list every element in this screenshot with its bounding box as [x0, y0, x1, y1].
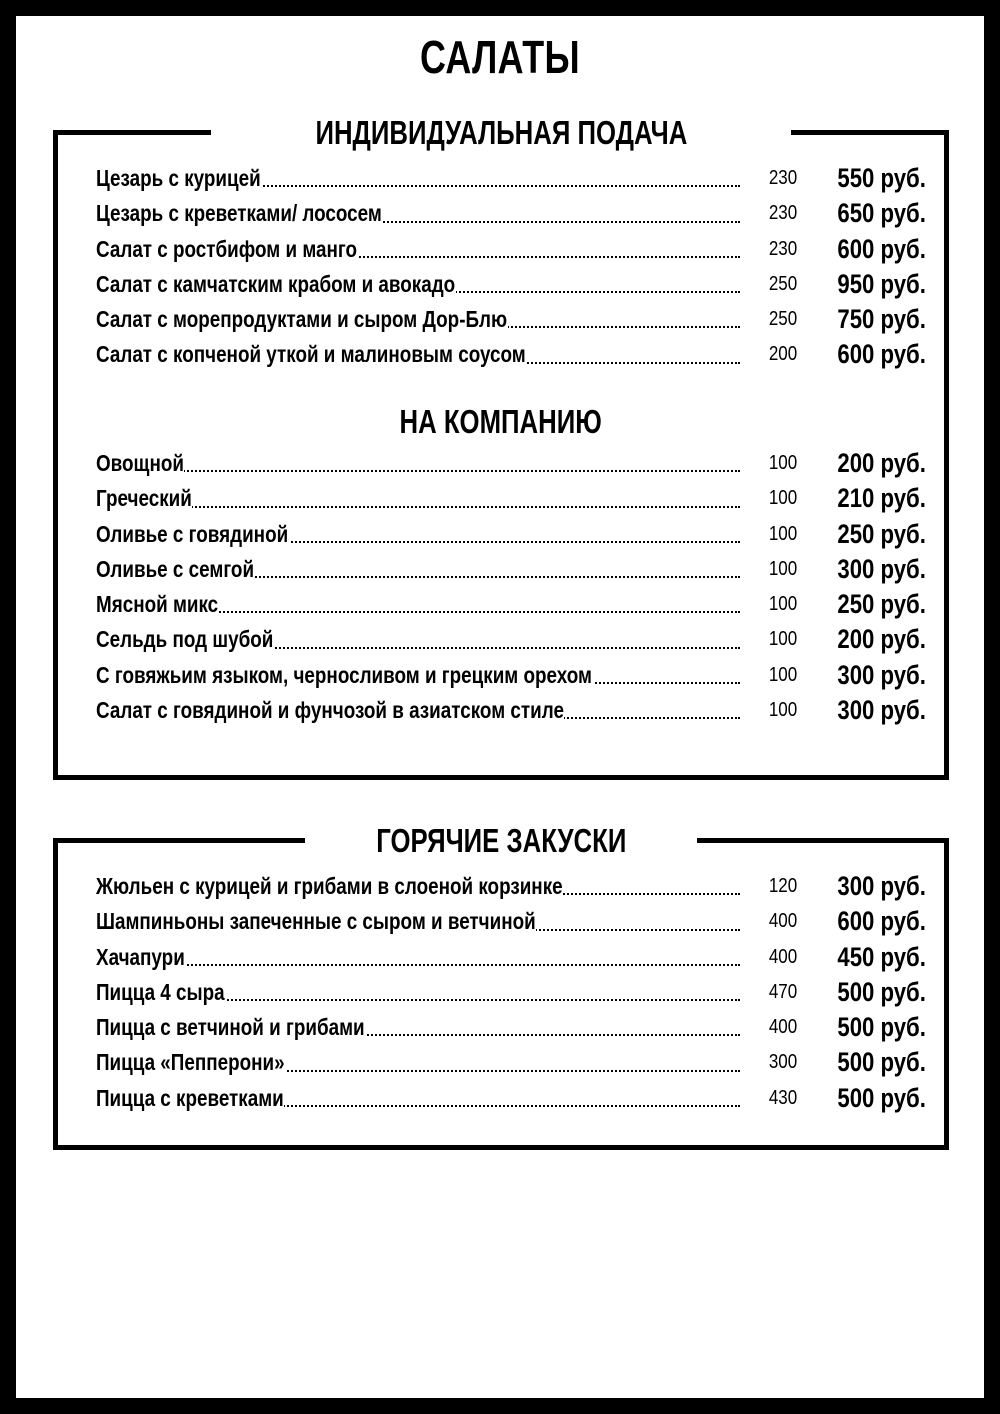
- sub-heading-text: НА КОМПАНИЮ: [399, 403, 603, 440]
- menu-item: [96, 517, 926, 552]
- menu-item-weight: 100: [768, 699, 798, 722]
- menu-item-weight: 100: [768, 522, 798, 545]
- menu-item: [96, 161, 926, 196]
- menu-item-name: Салат с камчатским крабом и авокадо: [96, 267, 740, 302]
- menu-item-price: 500 руб.: [837, 1012, 926, 1043]
- menu-item-weight: 230: [768, 202, 798, 225]
- menu-item: [96, 196, 926, 231]
- menu-item: [96, 337, 926, 372]
- menu-item-price: 750 руб.: [837, 304, 926, 335]
- menu-item: [96, 267, 926, 302]
- menu-item: [96, 904, 926, 939]
- menu-list-hot: [96, 869, 926, 1116]
- menu-item-name: Оливье с семгой: [96, 552, 740, 587]
- menu-item: [96, 232, 926, 267]
- menu-item: [96, 869, 926, 904]
- menu-item-weight: 230: [768, 237, 798, 260]
- menu-item: [96, 975, 926, 1010]
- menu-item-price: 550 руб.: [837, 163, 926, 193]
- menu-item-name: Овощной: [96, 446, 740, 481]
- sub-heading: [58, 403, 944, 441]
- menu-item-price: 300 руб.: [837, 659, 926, 690]
- menu-item-weight: 400: [768, 945, 798, 968]
- menu-item-name: Пицца 4 сыра: [96, 975, 740, 1010]
- menu-item: [96, 940, 926, 975]
- menu-item-weight: 100: [768, 593, 798, 616]
- menu-item-weight: 400: [768, 910, 798, 933]
- menu-item-weight: 120: [768, 875, 798, 897]
- menu-item-weight: 400: [768, 1016, 798, 1039]
- menu-item-price: 600 руб.: [837, 339, 926, 370]
- menu-item-name: С говяжьим языком, черносливом и грецким орехом: [96, 658, 740, 693]
- menu-item-price: 300 руб.: [837, 553, 926, 584]
- page-title: САЛАТЫ: [419, 31, 581, 83]
- menu-item-price: 950 руб.: [837, 268, 926, 299]
- menu-item-weight: 250: [768, 272, 798, 295]
- menu-item-weight: 200: [768, 343, 798, 366]
- menu-item-name: Салат с ростбифом и манго: [96, 232, 740, 267]
- menu-item-name: Оливье с говядиной: [96, 517, 740, 552]
- menu-item-price: 200 руб.: [837, 448, 926, 478]
- menu-item: [96, 302, 926, 337]
- menu-item-price: 600 руб.: [837, 233, 926, 264]
- menu-item-weight: 100: [768, 628, 798, 651]
- menu-item-weight: 250: [768, 308, 798, 331]
- menu-item: [96, 693, 926, 728]
- menu-item-weight: 100: [768, 452, 798, 474]
- menu-item-weight: 300: [768, 1051, 798, 1074]
- menu-list-company: [96, 446, 926, 728]
- menu-item-name: Цезарь с креветками/ лососем: [96, 196, 740, 231]
- section-heading-text: ИНДИВИДУАЛЬНАЯ ПОДАЧА: [295, 113, 707, 153]
- menu-item-name: Греческий: [96, 481, 740, 516]
- menu-item-price: 210 руб.: [837, 483, 926, 514]
- menu-item-name: Салат с копченой уткой и малиновым соусом: [96, 337, 740, 372]
- menu-item-name: Жюльен с курицей и грибами в слоеной корзинке: [96, 869, 740, 904]
- menu-item-price: 300 руб.: [837, 695, 926, 726]
- menu-item-price: 500 руб.: [837, 1047, 926, 1078]
- menu-item: [96, 446, 926, 481]
- menu-item-name: Салат с морепродуктами и сыром Дор-Блю: [96, 302, 740, 337]
- menu-item-price: 250 руб.: [837, 589, 926, 620]
- section-hot-appetizers: [53, 822, 949, 1150]
- menu-item: [96, 1045, 926, 1080]
- menu-item-name: Пицца с ветчиной и грибами: [96, 1010, 740, 1045]
- menu-item-price: 200 руб.: [837, 624, 926, 655]
- menu-item-price: 500 руб.: [837, 1082, 926, 1113]
- menu-item: [96, 481, 926, 516]
- menu-item-name: Сельдь под шубой: [96, 622, 740, 657]
- menu-item: [96, 552, 926, 587]
- menu-item: [96, 622, 926, 657]
- menu-item: [96, 587, 926, 622]
- menu-list-individual: [96, 161, 926, 373]
- menu-item-weight: 470: [768, 980, 798, 1003]
- section-salads: [53, 114, 949, 780]
- menu-item-name: Шампиньоны запеченные с сыром и ветчиной: [96, 904, 740, 939]
- menu-item-name: Цезарь с курицей: [96, 161, 740, 196]
- menu-item-weight: 100: [768, 663, 798, 686]
- menu-item-weight: 100: [768, 487, 798, 510]
- menu-item-name: Пицца «Пепперони»: [96, 1045, 740, 1080]
- section-heading-text: ГОРЯЧИЕ ЗАКУСКИ: [362, 821, 640, 861]
- menu-item-name: Мясной микс: [96, 587, 740, 622]
- menu-item-price: 650 руб.: [837, 198, 926, 229]
- menu-item-name: Хачапури: [96, 940, 740, 975]
- menu-item-name: Пицца с креветками: [96, 1081, 740, 1116]
- menu-item-price: 300 руб.: [837, 871, 926, 901]
- menu-item-price: 500 руб.: [837, 976, 926, 1007]
- menu-item-weight: 100: [768, 557, 798, 580]
- menu-item: [96, 658, 926, 693]
- menu-item-price: 600 руб.: [837, 906, 926, 937]
- menu-item: [96, 1081, 926, 1116]
- menu-item-name: Салат с говядиной и фунчозой в азиатском стиле: [96, 693, 740, 728]
- menu-item-weight: 230: [768, 167, 798, 189]
- menu-item-price: 250 руб.: [837, 518, 926, 549]
- menu-item-weight: 430: [768, 1086, 798, 1109]
- menu-item-price: 450 руб.: [837, 941, 926, 972]
- menu-item: [96, 1010, 926, 1045]
